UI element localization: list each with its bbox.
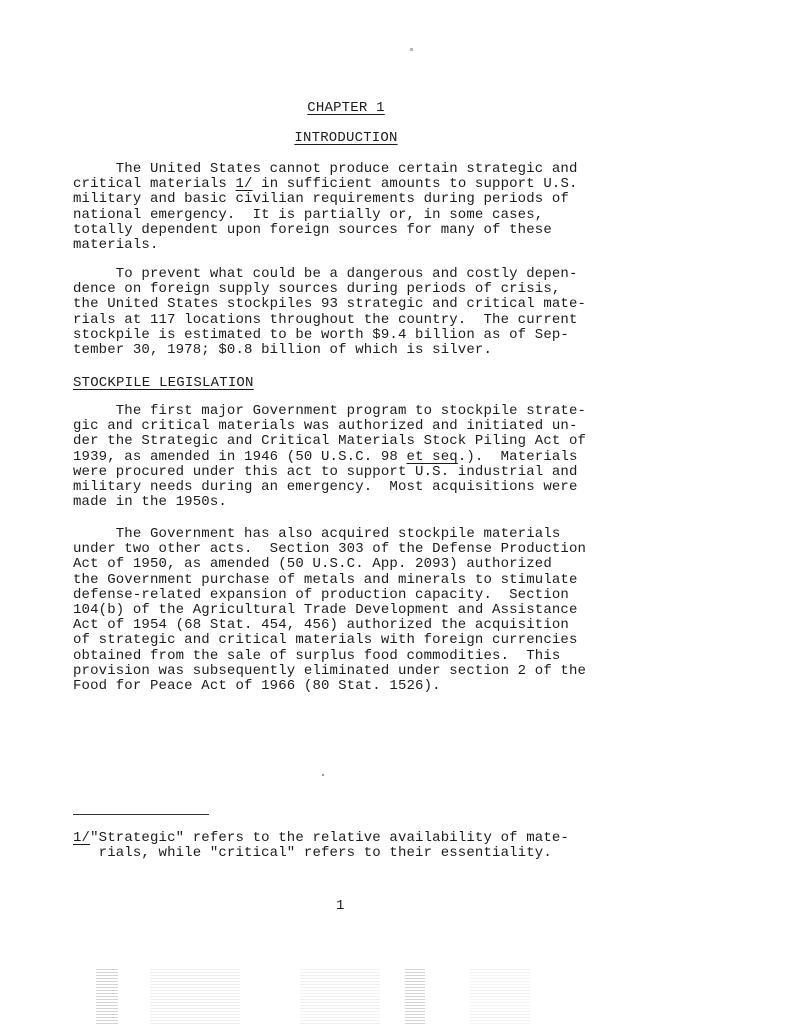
paragraph-first-program: [73, 404, 633, 510]
text-line: rials at 117 locations throughout the country. The current: [73, 311, 578, 328]
footnote-marker: 1/: [73, 830, 91, 846]
text-line: of strategic and critical materials with foreign currencies: [73, 632, 578, 649]
text-line: Act of 1954 (68 Stat. 454, 456) authorized the acquisition: [73, 617, 569, 634]
footnote: [73, 831, 633, 861]
paragraph-other-acts: [73, 527, 633, 694]
text-line: obtained from the sale of surplus food commodities. This: [73, 647, 561, 664]
citation-et-seq: et seq: [406, 448, 458, 465]
text-line: defense-related expansion of production capacity. Section: [73, 586, 569, 603]
text-line: critical materials: [73, 176, 236, 193]
text-line: military and basic civilian requirements during periods of: [73, 191, 569, 208]
text-line: stockpile is estimated to be worth $9.4 billion as of Sep-: [73, 326, 569, 343]
subsection-heading: STOCKPILE LEGISLATION: [73, 375, 254, 391]
scan-noise: [470, 968, 530, 1024]
text-line: 1939, as amended in 1946 (50 U.S.C. 98: [73, 448, 407, 465]
text-line: in sufficient amounts to support U.S.: [252, 176, 578, 193]
text-line: dence on foreign supply sources during periods of crisis,: [73, 281, 561, 298]
text-line: rials, while "critical" refers to their essentiality.: [73, 845, 552, 862]
page-number: 1: [336, 898, 345, 914]
text-line: "Strategic" refers to the relative availability of mate-: [90, 830, 569, 846]
text-line: To prevent what could be a dangerous and costly depen-: [73, 266, 578, 282]
text-line: national emergency. It is partially or, in some cases,: [73, 206, 544, 223]
text-line: Act of 1950, as amended (50 U.S.C. App. 2093) authorized: [73, 556, 552, 573]
footnote-divider: [73, 814, 209, 815]
text-line: Food for Peace Act of 1966 (80 Stat. 1526).: [73, 678, 441, 695]
text-line: 104(b) of the Agricultural Trade Development and Assistance: [73, 602, 578, 619]
paragraph-intro: [73, 162, 633, 253]
text-line: made in the 1950s.: [73, 494, 227, 511]
text-line: military needs during an emergency. Most acquisitions were: [73, 479, 578, 496]
text-line: gic and critical materials was authorized and initiated un-: [73, 418, 578, 435]
scan-noise: [96, 968, 118, 1024]
scan-noise: [150, 968, 240, 1024]
text-line: tember 30, 1978; $0.8 billion of which is silver.: [73, 342, 493, 359]
text-line: totally dependent upon foreign sources for many of these: [73, 221, 552, 238]
section-heading: INTRODUCTION: [294, 130, 398, 146]
text-line: the United States stockpiles 93 strategic and critical mate-: [73, 296, 587, 313]
scan-speck: [410, 48, 413, 51]
chapter-heading: CHAPTER 1: [307, 100, 385, 116]
footnote-reference: 1/: [235, 176, 253, 193]
text-line: under two other acts. Section 303 of the Defense Production: [73, 541, 587, 558]
text-line: provision was subsequently eliminated under section 2 of the: [73, 662, 587, 679]
scan-speck: [322, 774, 324, 776]
text-line: der the Strategic and Critical Materials Stock Piling Act of: [73, 433, 587, 450]
scan-noise: [300, 968, 380, 1024]
paragraph-stockpile-overview: [73, 267, 633, 358]
text-line: The first major Government program to stockpile strate-: [73, 403, 587, 419]
text-line: The Government has also acquired stockpile materials: [73, 526, 561, 542]
text-line: .). Materials: [457, 448, 578, 465]
text-line: materials.: [73, 237, 159, 254]
text-line: The United States cannot produce certain strategic and: [73, 161, 578, 177]
scan-noise: [405, 968, 425, 1024]
text-line: the Government purchase of metals and minerals to stimulate: [73, 571, 578, 588]
text-line: were procured under this act to support U.S. industrial and: [73, 463, 578, 480]
